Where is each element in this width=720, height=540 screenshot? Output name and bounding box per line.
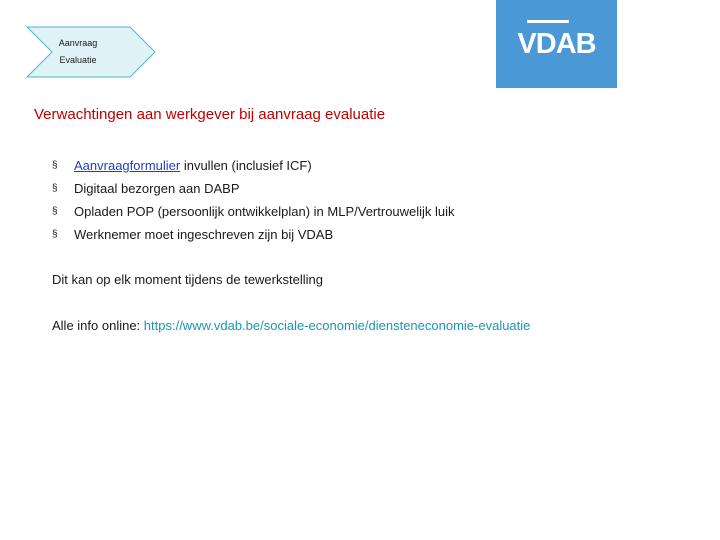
info-label: Alle info online: (52, 318, 144, 333)
list-item (52, 223, 455, 246)
list-item (52, 177, 455, 200)
requirements-list (52, 154, 455, 246)
list-item-text: Opladen POP (persoonlijk ontwikkelplan) in MLP/Vertrouwelijk luik (74, 204, 455, 219)
logo-accent-bar (527, 20, 569, 23)
vdab-logo (496, 0, 617, 88)
bullet-marker: § (52, 160, 58, 171)
bullet-marker: § (52, 229, 58, 240)
logo-text: VDAB (517, 27, 596, 60)
bullet-marker: § (52, 183, 58, 194)
info-url-link[interactable]: https://www.vdab.be/sociale-economie/diensteneconomie-evaluatie (143, 318, 531, 333)
process-step-chevron (26, 26, 156, 78)
chevron-label-line1: Aanvraag (58, 38, 98, 48)
chevron-arrow-shape (26, 26, 156, 78)
info-paragraph (52, 318, 530, 333)
bullet-marker: § (52, 206, 58, 217)
list-item-text: invullen (inclusief ICF) (180, 158, 312, 173)
application-form-link[interactable]: Aanvraagformulier (74, 158, 181, 173)
chevron-label-line2: Evaluatie (59, 55, 97, 65)
list-item (52, 200, 455, 223)
list-item (52, 154, 455, 177)
timing-paragraph: Dit kan op elk moment tijdens de tewerkstelling (52, 272, 323, 287)
page-title: Verwachtingen aan werkgever bij aanvraag evaluatie (34, 106, 386, 123)
list-item-text: Werknemer moet ingeschreven zijn bij VDAB (74, 227, 334, 242)
list-item-text: Digitaal bezorgen aan DABP (74, 181, 240, 196)
